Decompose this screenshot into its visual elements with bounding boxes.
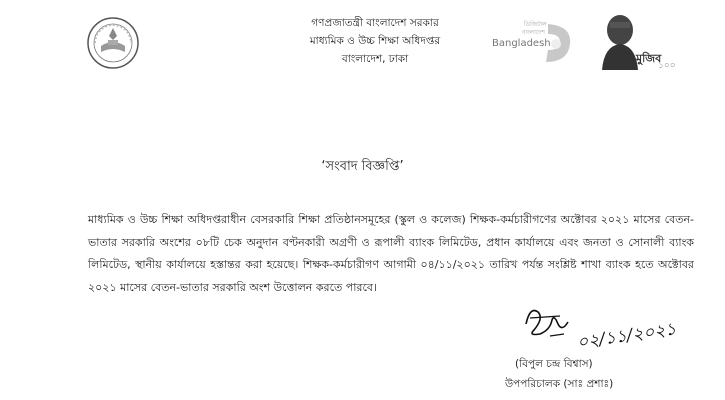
mujib-borsho-logo (596, 12, 678, 70)
svg-text:বাংলাদেশ: বাংলাদেশ (522, 29, 545, 36)
handwritten-signature (520, 300, 690, 362)
svg-text:মুজিব: মুজিব (636, 52, 662, 65)
body-paragraph: মাধ্যমিক ও উচ্চ শিক্ষা অধিদপ্তরাধীন বেসরকারি শিক্ষা প্রতিষ্ঠানসমূহের (স্কুল ও কলেজ) শিক্ষক-কর্মচারীগণের অক্টোবর ২০২১ মাসের বেতন-ভাতার সরকারি অংশের ০৮টি চেক অনুদান বণ্টনকারী অগ্রণী ও রূপালী ব্যাংক লিমিটেড, প্রধান কার্যালয়ে এবং জনতা ও সোনালী ব্যাংক লিমিটেড, স্থানীয় কার্যালয়ে হস্তান্তর করা হয়েছে। শিক্ষক-কর্মচারীগণ আগামী ০৪/১১/২০২১ তারিখ পর্যন্ত সংশ্লিষ্ট শাখা ব্যাংক হতে অক্টোবর ২০২১ মাসের বেতন-ভাতার সরকারি অংশ উত্তোলন করতে পারবে। (88, 213, 694, 294)
svg-text:১০০: ১০০ (658, 61, 676, 70)
signatory-designation: উপপরিচালক (সাঃ প্রশাঃ) (505, 378, 614, 390)
signatory-name: (বিপুল চন্দ্র বিশ্বাস) (515, 358, 593, 370)
header-government: গণপ্রজাতন্ত্রী বাংলাদেশ সরকার (311, 17, 439, 29)
dshe-seal-logo (86, 16, 140, 70)
press-release-title: ‘সংবাদ বিজ্ঞপ্তি’ (321, 159, 404, 174)
header-location: বাংলাদেশ, ঢাকা (341, 53, 409, 65)
svg-text:ডিজিটাল: ডিজিটাল (524, 21, 547, 28)
bangladesh-logo-text: Bangladesh (492, 38, 551, 49)
signature-date: ০২/১১/২০২১ (575, 319, 678, 353)
header-directorate: মাধ্যমিক ও উচ্চ শিক্ষা অধিদপ্তর (309, 35, 441, 47)
header-block (270, 14, 480, 68)
